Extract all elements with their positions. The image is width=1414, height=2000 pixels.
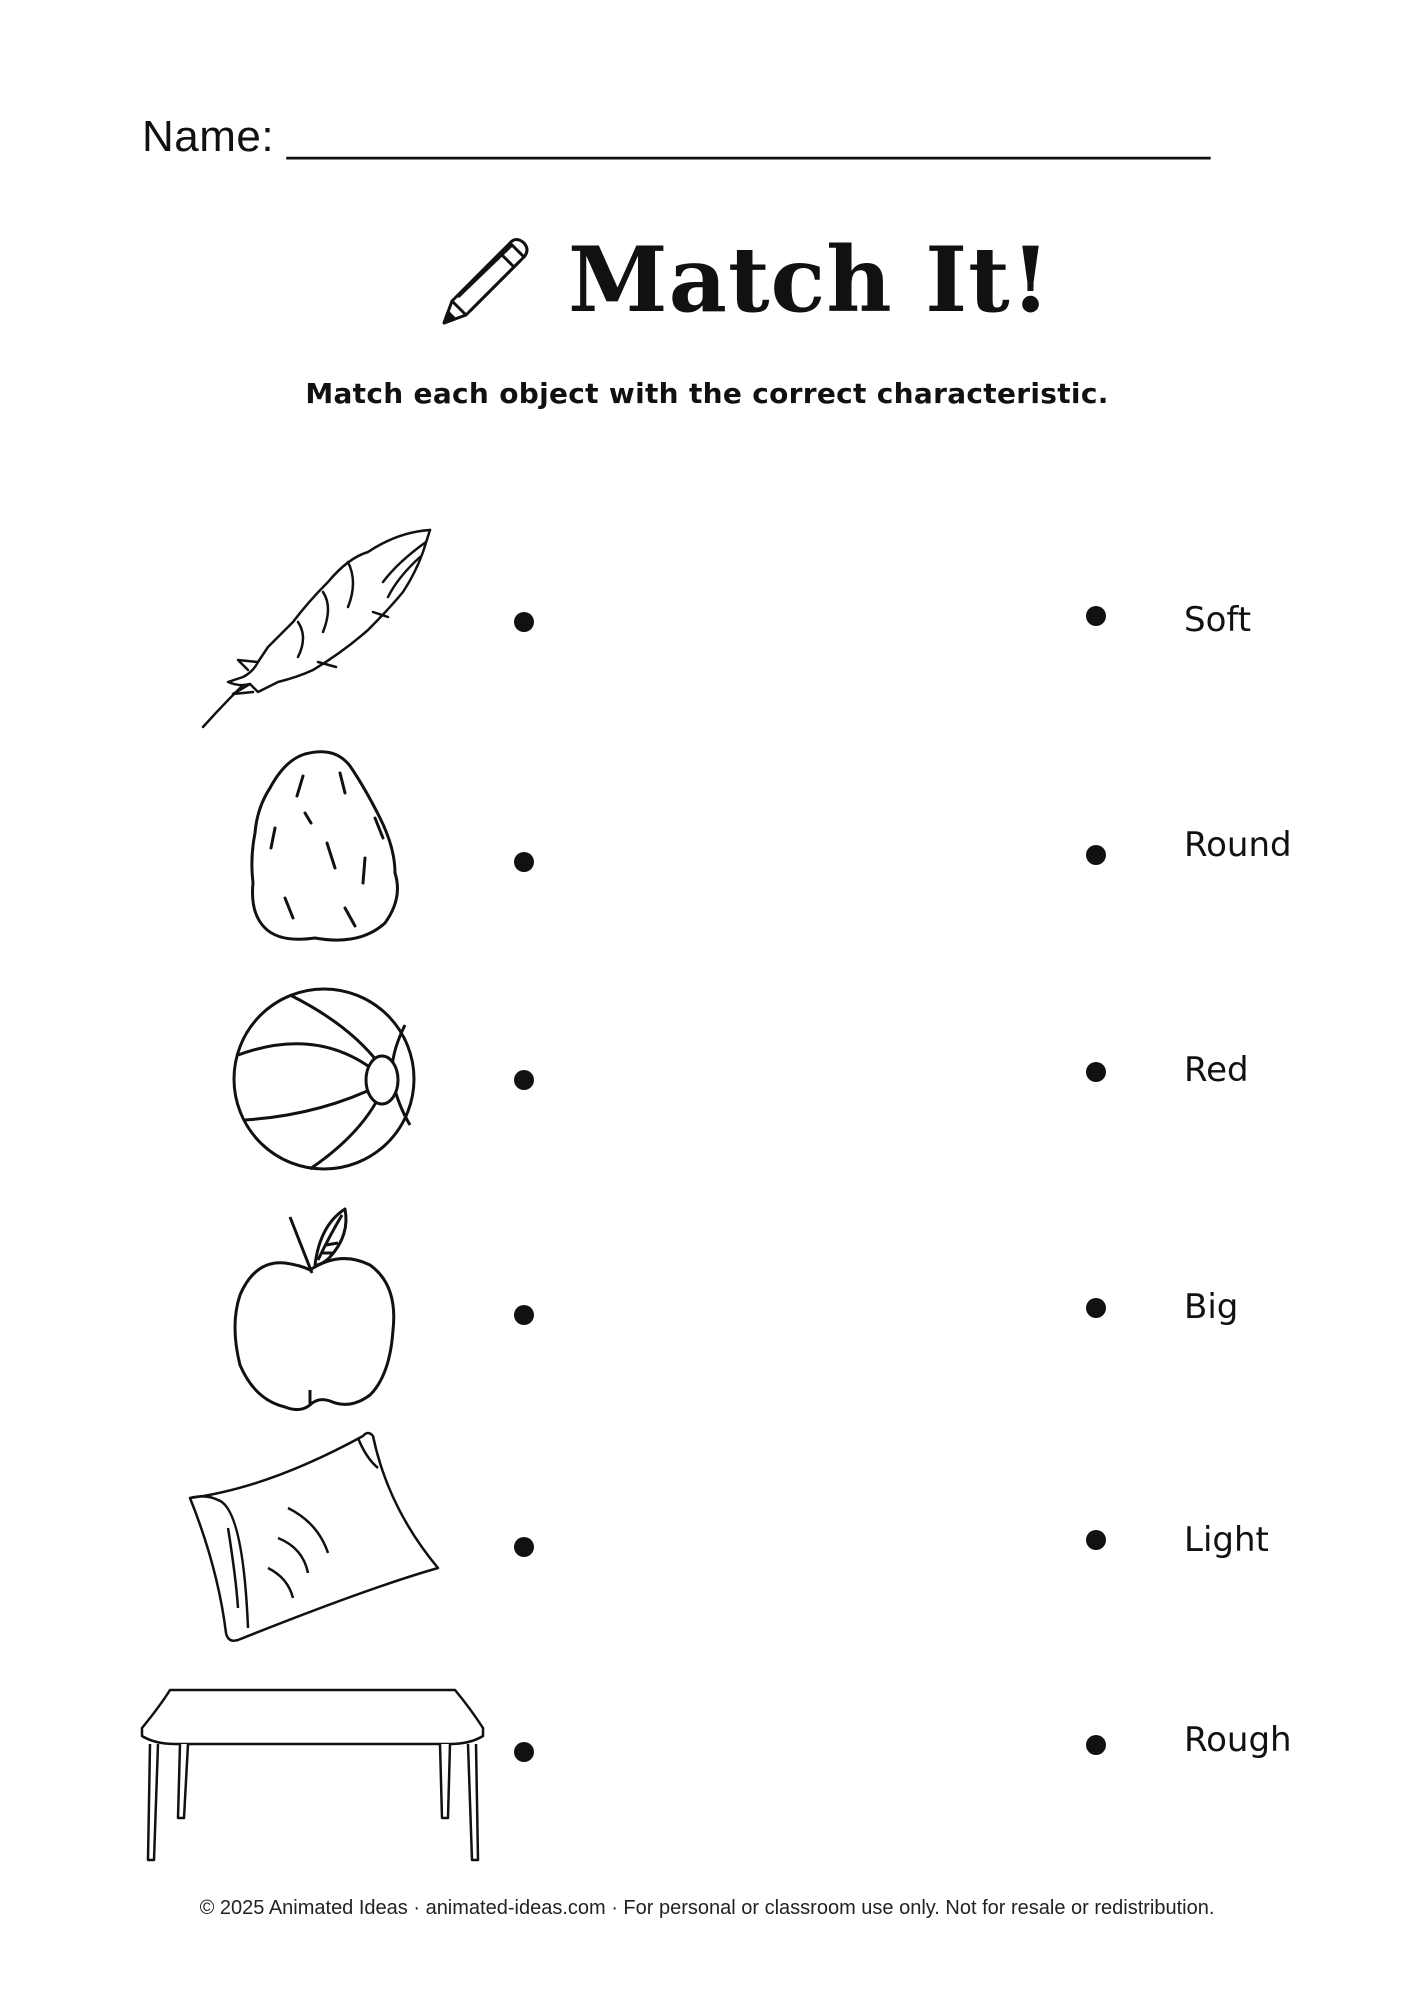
object-dot[interactable]: [514, 612, 534, 632]
characteristic-dot[interactable]: [1086, 845, 1106, 865]
name-field[interactable]: [142, 112, 1211, 162]
object-dot[interactable]: [514, 852, 534, 872]
object-dot[interactable]: [514, 1742, 534, 1762]
name-blank-line[interactable]: _____________________________________: [286, 112, 1211, 161]
name-label: Name:: [142, 112, 275, 161]
pencil-icon: [432, 231, 532, 331]
characteristic-rough: Rough: [1184, 1720, 1292, 1760]
object-dot[interactable]: [514, 1305, 534, 1325]
object-dot[interactable]: [514, 1070, 534, 1090]
page-title: Match It!: [568, 227, 1052, 333]
characteristic-red: Red: [1184, 1050, 1249, 1090]
apple-icon: [230, 1205, 400, 1415]
pillow-icon: [188, 1428, 438, 1643]
table-icon: [140, 1688, 485, 1868]
characteristic-soft: Soft: [1184, 600, 1252, 640]
characteristic-light: Light: [1184, 1520, 1269, 1560]
characteristic-round: Round: [1184, 825, 1292, 865]
title-area: [0, 225, 1414, 335]
characteristic-dot[interactable]: [1086, 606, 1106, 626]
characteristic-dot[interactable]: [1086, 1735, 1106, 1755]
rock-icon: [245, 748, 405, 948]
feather-icon: [198, 522, 438, 732]
characteristic-dot[interactable]: [1086, 1062, 1106, 1082]
copyright-footer: © 2025 Animated Ideas · animated-ideas.com · For personal or classroom use only. Not for resale or redistribution.: [199, 1897, 1215, 1919]
instructions: Match each object with the correct characteristic.: [305, 377, 1109, 410]
object-dot[interactable]: [514, 1537, 534, 1557]
beach-ball-icon: [230, 985, 418, 1173]
characteristic-dot[interactable]: [1086, 1530, 1106, 1550]
characteristic-dot[interactable]: [1086, 1298, 1106, 1318]
characteristic-big: Big: [1184, 1287, 1239, 1327]
